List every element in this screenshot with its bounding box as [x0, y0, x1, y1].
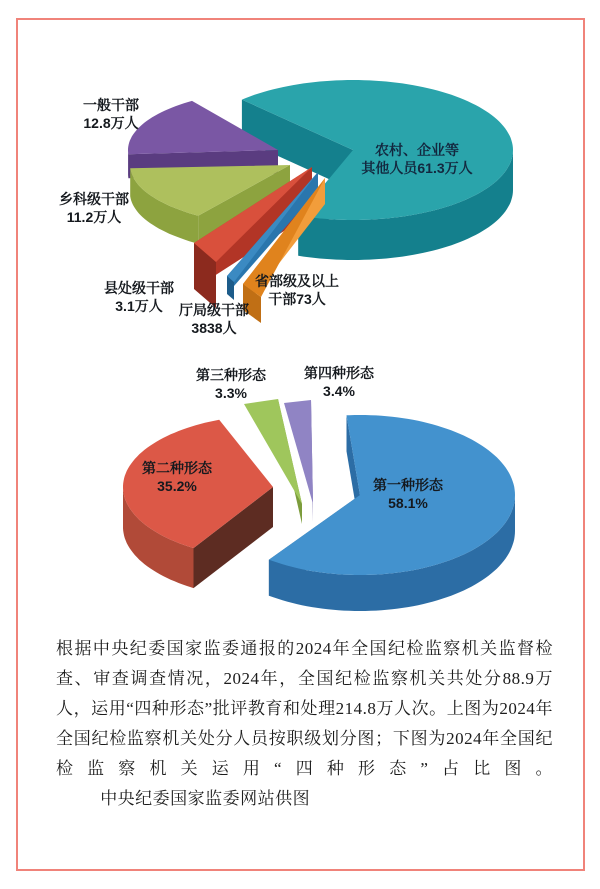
pie-slice-1-1 [123, 420, 273, 588]
slice-label-yiban-ganbu: 一般干部 12.8万人 [83, 97, 139, 131]
slice-label-nongcun: 农村、企业等 其他人员61.3万人 [361, 142, 473, 176]
slice-label-xianchuji: 县处级干部 3.1万人 [104, 280, 174, 314]
slice-label-form4: 第四种形态 3.4% [304, 365, 374, 399]
caption [56, 634, 553, 814]
slice-label-shengbuji: 省部级及以上 干部73人 [255, 273, 339, 307]
slice-label-form3: 第三种形态 3.3% [196, 367, 266, 401]
slice-label-tingjuji: 厅局级干部 3838人 [179, 302, 249, 336]
slice-label-form1: 第一种形态 58.1% [373, 477, 443, 511]
caption-paragraph: 根据中央纪委国家监委通报的2024年全国纪检监察机关监督检查、审查调查情况，2024年，全国纪检监察机关共处分88.9万人，运用“四种形态”批评教育和处理214.8万人次。上图为2024年全国纪检监察机关处分人员按职级划分图；下图为2024年全国纪检监察机关运用“四种形态”占比图。 [56, 639, 553, 778]
caption-credit: 中央纪委国家监委网站供图 [100, 789, 311, 808]
four-forms-pie-chart [123, 399, 515, 611]
slice-label-form2: 第二种形态 35.2% [142, 460, 212, 494]
slice-label-xiangkeji: 乡科级干部 11.2万人 [59, 191, 129, 225]
